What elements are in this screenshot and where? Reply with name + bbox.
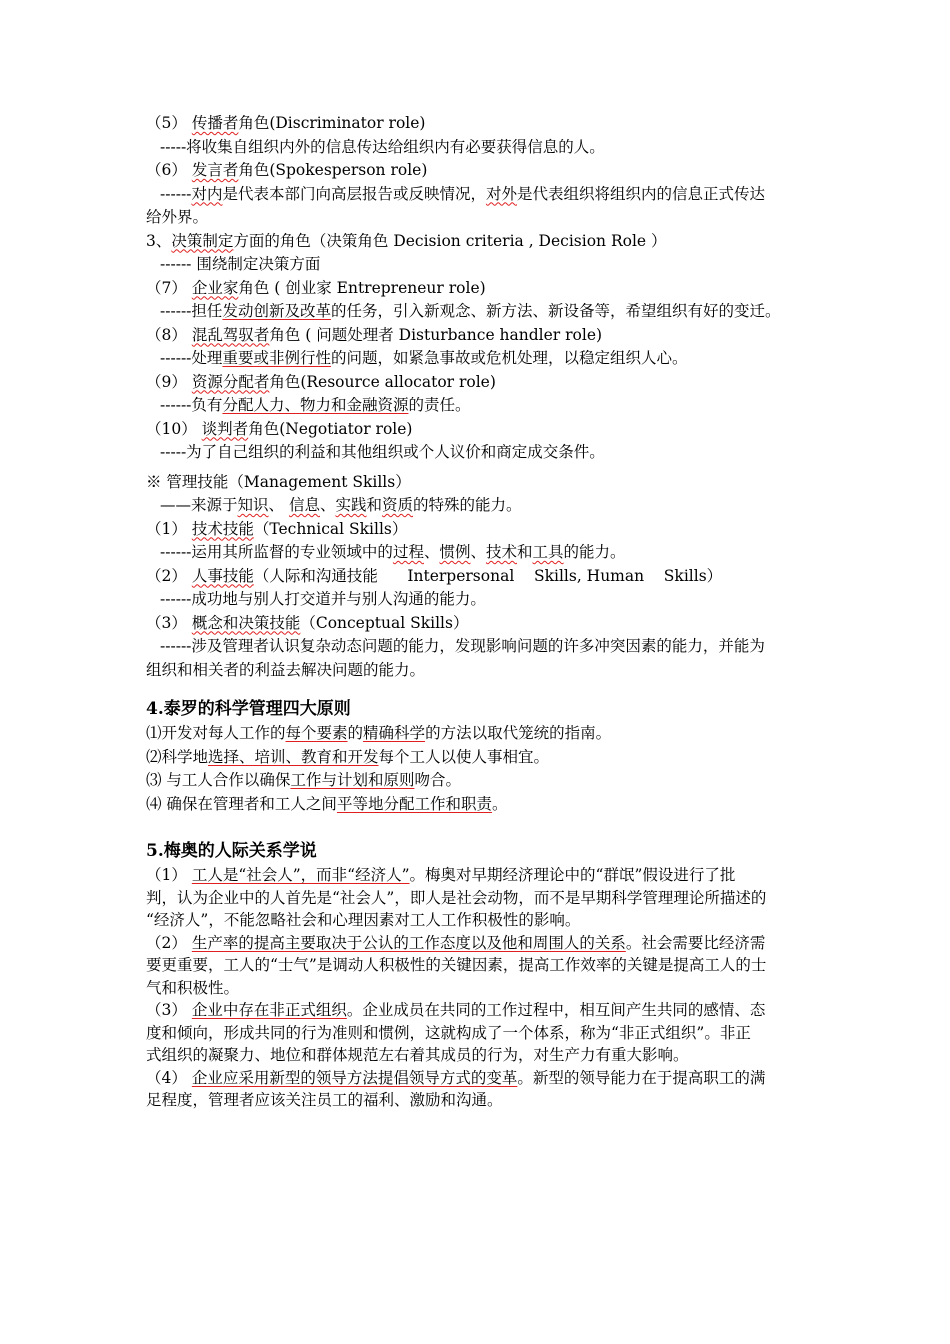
role-10-desc: -----为了自己组织的利益和其他组织或个人议价和商定成交条件。 <box>160 443 605 461</box>
role-8-desc: ------处理重要或非例行性的问题，如紧急事故或危机处理，以稳定组织人心。 <box>160 349 688 367</box>
mayo-point-4: （4） 企业应采用新型的领导方法提倡领导方式的变革。新型的领导能力在于提高职工的满 足程度，管理者应该关注员工的福利、激励和沟通。 <box>146 1068 766 1109</box>
role-9-title: （9） 资源分配者角色(Resource allocator role) <box>146 372 496 391</box>
section-3-desc: ------ 围绕制定决策方面 <box>160 255 321 273</box>
skill-3-desc-cont: 组织和相关者的利益去解决问题的能力。 <box>146 660 426 679</box>
skill-1-desc: ------运用其所监督的专业领域中的过程、惯例、技术和工具的能力。 <box>160 543 626 561</box>
role-7-title: （7） 企业家角色 ( 创业家 Entrepreneur role) <box>146 278 486 297</box>
mayo-point-3: （3） 企业中存在非正式组织。企业成员在共同的工作过程中，相互间产生共同的感情、态 度和倾向，形成共同的行为准则和惯例，这就构成了一个体系，称为“非正式组织”。非正 式组织的凝聚力、地位和群体规范左右着其成员的行为，对生产力有重大影响。 <box>146 1001 766 1064</box>
role-5-desc: -----将收集自组织内外的信息传达给组织内有必要获得信息的人。 <box>160 137 605 156</box>
taylor-principle-2: ⑵科学地选择、培训、教育和开发每个工人以使人事相宜。 <box>146 747 550 766</box>
mayo-heading: 5.梅奥的人际关系学说 <box>146 841 317 861</box>
skill-3-desc: ------涉及管理者认识复杂动态问题的能力，发现影响问题的许多冲突因素的能力，并能为 <box>160 637 765 655</box>
role-6-title: （6） 发言者角色(Spokesperson role) <box>146 161 428 179</box>
mayo-point-2: （2） 生产率的提高主要取决于公认的工作态度以及他和周围人的关系。社会需要比经济需 要更重要，工人的“士气”是调动人积极性的关键因素，提高工作效率的关键是提高工人的士 气和积极性。 <box>146 933 767 997</box>
taylor-principle-3: ⑶ 与工人合作以确保工作与计划和原则吻合。 <box>146 771 461 789</box>
role-10-title: （10） 谈判者角色(Negotiator role) <box>146 419 413 438</box>
taylor-principle-4: ⑷ 确保在管理者和工人之间平等地分配工作和职责。 <box>146 794 508 813</box>
section-3-title: 3、决策制定方面的角色（决策角色 Decision criteria , Decision Role ） <box>146 231 667 250</box>
document-page <box>146 112 806 1112</box>
role-9-desc: ------负有分配人力、物力和金融资源的责任。 <box>160 396 471 414</box>
mayo-point-1: （1） 工人是“社会人”，而非“经济人”。梅奥对早期经济理论中的“群氓”假设进行了批 判，认为企业中的人首先是“社会人”，即人是社会动物，而不是早期科学管理理论所描述的 “经济人”，不能忽略社会和心理因素对工人工作积极性的影响。 <box>146 866 767 929</box>
skills-title: ※ 管理技能（Management Skills） <box>146 472 411 491</box>
skill-1-title: （1） 技术技能（Technical Skills） <box>146 519 408 538</box>
role-6-desc: ------对内是代表本部门向高层报告或反映情况，对外是代表组织将组织内的信息正式传达 <box>160 184 765 203</box>
role-8-title: （8） 混乱驾驭者角色 ( 问题处理者 Disturbance handler role) <box>146 325 603 344</box>
role-7-desc: ------担任发动创新及改革的任务，引入新观念、新方法、新设备等，希望组织有好的变迁。 <box>160 302 781 320</box>
skill-2-desc: ------成功地与别人打交道并与别人沟通的能力。 <box>160 590 486 608</box>
role-6-desc-cont: 给外界。 <box>146 208 209 226</box>
skill-2-title: （2） 人事技能（人际和沟通技能 Interpersonal Skills, Human Skills） <box>146 566 723 585</box>
skills-desc: ——来源于知识、 信息、实践和资质的特殊的能力。 <box>160 496 522 514</box>
taylor-principle-1: ⑴开发对每人工作的每个要素的精确科学的方法以取代笼统的指南。 <box>146 724 612 742</box>
skill-3-title: （3） 概念和决策技能（Conceptual Skills） <box>146 613 469 632</box>
role-5-title: （5） 传播者角色(Discriminator role) <box>146 114 426 132</box>
taylor-heading: 4.泰罗的科学管理四大原则 <box>146 699 351 719</box>
